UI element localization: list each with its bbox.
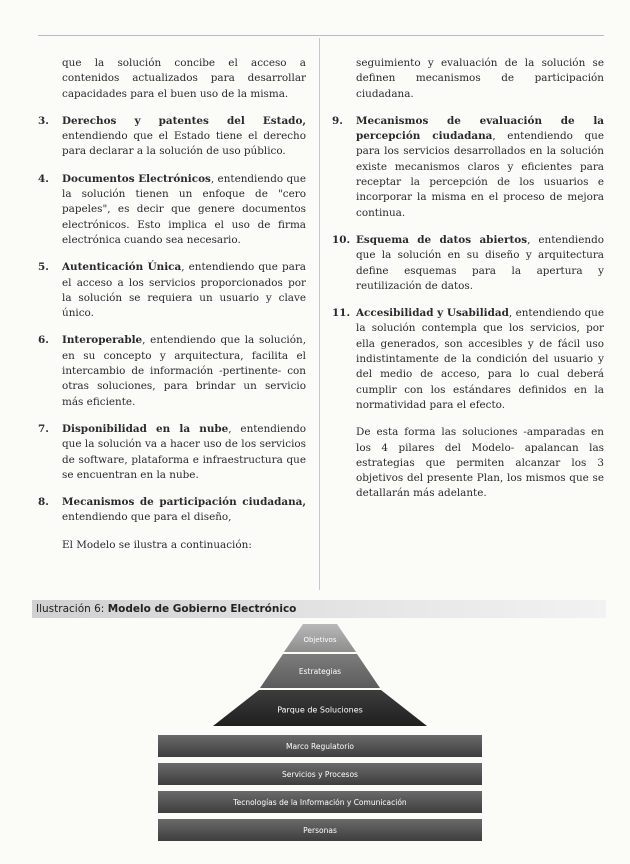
pyramid-label-objetivos: Objetivos — [303, 636, 337, 644]
item-term: Documentos Electrónicos — [62, 172, 211, 185]
list-item-7 — [38, 422, 306, 483]
item-text: , entendiendo que la solución tienen un enfoque de "cero papeles", es decir que genere documentos electrónicos. Esto implica el uso de firma electrónica cuando sea necesario. — [62, 172, 306, 246]
item-number: 4. — [38, 172, 49, 185]
item-term: Accesibilidad y Usabilidad — [356, 307, 509, 320]
item-term: Mecanismos de evaluación de la percepción ciudadana — [356, 114, 604, 143]
item-text: , entendiendo que para los servicios desarrollados en la solución existe mecanismos claros y eficientes para receptar la percepción de los usuarios e incorporar la misma en el proceso de mejora continua. — [356, 130, 605, 219]
item-number: 8. — [38, 496, 49, 509]
list-item-3 — [38, 114, 306, 160]
left-closing-paragraph: El Modelo se ilustra a continuación: — [62, 538, 252, 551]
item-term: Mecanismos de participación ciudadana, — [62, 496, 306, 509]
pillar-label: Marco Regulatorio — [285, 742, 355, 751]
item-term: Disponibilidad en la nube — [62, 422, 229, 435]
item-text: entendiendo que para el diseño, — [62, 511, 232, 524]
list-item-5 — [38, 260, 306, 321]
left-column — [38, 56, 306, 565]
pyramid-label-estrategias: Estrategias — [298, 667, 342, 676]
right-closing-paragraph: De esta forma las soluciones -amparadas en los 4 pilares del Modelo- apalancan las estrategias que permiten alcanzar los 3 objetivos del presente Plan, los mismos que se detallarán más adelante. — [356, 426, 604, 500]
item-number: 10. — [332, 233, 351, 246]
pillar-label: Servicios y Procesos — [282, 770, 358, 779]
item-term: Interoperable — [62, 334, 143, 347]
item-text: entendiendo que el Estado tiene el derecho para declarar a la solución de uso público. — [62, 130, 306, 158]
item-number: 5. — [38, 261, 49, 274]
item-number: 11. — [332, 307, 351, 320]
item-text: , entendiendo que la solución, en su concepto y arquitectura, facilita el intercambio de información -pertinente- con otras soluciones, para brindar un servicio más eficiente. — [62, 334, 306, 408]
caption-title: Modelo de Gobierno Electrónico — [107, 603, 297, 615]
item-term: Derechos y patentes del Estado, — [62, 114, 306, 127]
item-number: 9. — [332, 114, 343, 127]
item-term: Autenticación Única — [62, 261, 182, 274]
item-text: , entendiendo que la solución en su diseño y arquitectura define esquemas para la apertura y reutilización de datos. — [356, 233, 604, 292]
right-column — [332, 56, 604, 514]
column-divider — [319, 38, 320, 590]
top-rule — [38, 35, 604, 36]
item-text: , entendiendo que la solución va a hacer uso de los servicios de software, plataforma e infraestructura que se encuentran en la nube. — [62, 422, 306, 481]
caption-prefix: Ilustración 6: — [36, 603, 105, 615]
item-term: Esquema de datos abiertos — [356, 233, 528, 246]
item-number: 3. — [38, 114, 49, 127]
list-item-8 — [38, 495, 306, 526]
left-intro-paragraph: que la solución concibe el acceso a contenidos actualizados para desarrollar capacidades para el buen uso de la misma. — [62, 57, 306, 100]
list-item-9 — [332, 114, 604, 221]
item-number: 6. — [38, 334, 49, 347]
item-number: 7. — [38, 422, 49, 435]
right-intro-paragraph: seguimiento y evaluación de la solución se definen mecanismos de participación ciudadana. — [356, 57, 604, 100]
figure-caption — [32, 600, 606, 618]
pillar-label: Personas — [303, 826, 337, 835]
item-text: , entendiendo que la solución contempla que los servicios, por ella generados, son accesibles y de fácil uso indistintamente de la condición del usuario y del medio de acceso, para lo cual deberá cumplir con los estándares definidos en la normatividad para el efecto. — [356, 307, 605, 411]
list-item-10 — [332, 233, 604, 294]
list-item-4 — [38, 172, 306, 248]
pillar-label: Tecnologías de la Información y Comunicación — [233, 798, 407, 807]
list-item-11 — [332, 306, 604, 413]
list-item-6 — [38, 333, 306, 409]
pyramid-label-parque: Parque de Soluciones — [277, 705, 363, 715]
item-text: , entendiendo que para el acceso a los servicios proporcionados por la solución se requiera un usuario y clave único. — [62, 261, 306, 320]
egov-model-diagram — [140, 618, 500, 850]
